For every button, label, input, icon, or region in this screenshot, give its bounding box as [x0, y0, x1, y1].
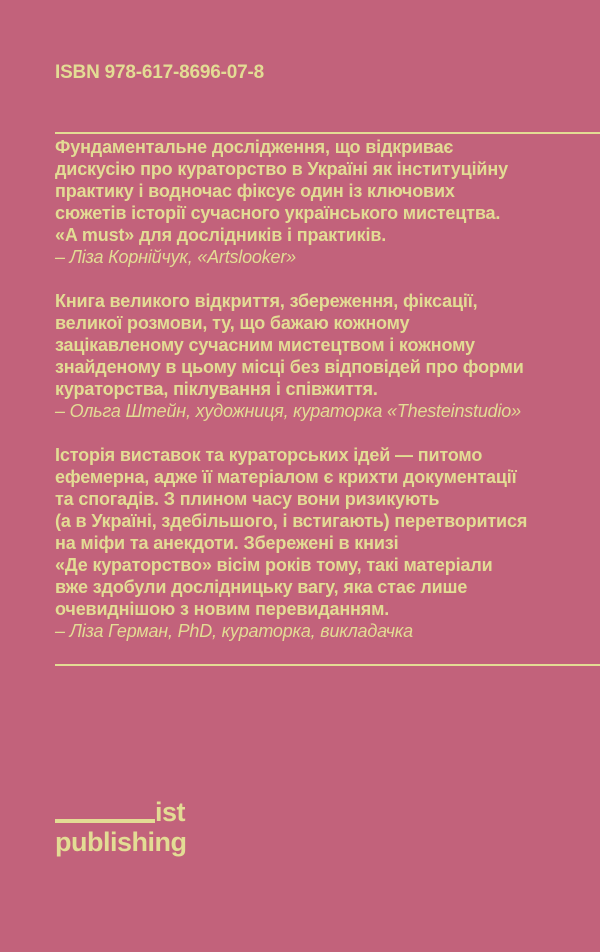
- blurb-line: дискусію про кураторство в Україні як інституційну: [55, 159, 508, 179]
- blurb-attribution: – Ліза Герман, PhD, кураторка, викладачка: [55, 621, 413, 641]
- logo-word: publishing: [55, 827, 187, 857]
- blurb-line: Книга великого відкриття, збереження, фіксації,: [55, 291, 478, 311]
- logo-underline: [55, 819, 155, 823]
- top-divider: [55, 132, 600, 134]
- blurb-line: очевиднішою з новим перевиданням.: [55, 599, 390, 619]
- blurb-line: Фундаментальне дослідження, що відкриває: [55, 137, 454, 157]
- blurb-line: сюжетів історії сучасного українського мистецтва.: [55, 203, 501, 223]
- blurb-line: «Де кураторство» вісім років тому, такі матеріали: [55, 555, 493, 575]
- isbn: ISBN 978-617-8696-07-8: [55, 62, 264, 83]
- blurb-line: ефемерна, адже її матеріалом є крихти документації: [55, 467, 517, 487]
- bottom-divider: [55, 664, 600, 666]
- blurb-line: великої розмови, ту, що бажаю кожному: [55, 313, 410, 333]
- blurb-line: на міфи та анекдоти. Збережені в книзі: [55, 533, 399, 553]
- blurb-line: (а в Україні, здебільшого, і встигають) перетворитися: [55, 511, 528, 531]
- blurb-line: «A must» для дослідників і практиків.: [55, 225, 387, 245]
- blurb-line: та спогадів. З плином часу вони ризикують: [55, 489, 440, 509]
- blurb-line: Історія виставок та кураторських ідей — питомо: [55, 445, 483, 465]
- blurb-line: зацікавленому сучасним мистецтвом і кожному: [55, 335, 475, 355]
- publisher-logo: [55, 796, 186, 858]
- blurb-line: кураторства, піклування і співжиття.: [55, 379, 378, 399]
- blurbs: [55, 136, 600, 664]
- blurb-1: [55, 136, 600, 268]
- blurb-line: знайденому в цьому місці без відповідей про форми: [55, 357, 524, 377]
- blurb-line: вже здобули дослідницьку вагу, яка стає лише: [55, 577, 468, 597]
- blurb-2: [55, 290, 600, 422]
- blurb-3: [55, 444, 600, 642]
- blurb-attribution: – Ліза Корнійчук, «Artslooker»: [55, 247, 296, 267]
- logo-suffix: ist: [155, 797, 186, 827]
- blurb-attribution: – Ольга Штейн, художниця, кураторка «Thesteinstudio»: [55, 401, 521, 421]
- blurb-line: практику і водночас фіксує один із ключових: [55, 181, 455, 201]
